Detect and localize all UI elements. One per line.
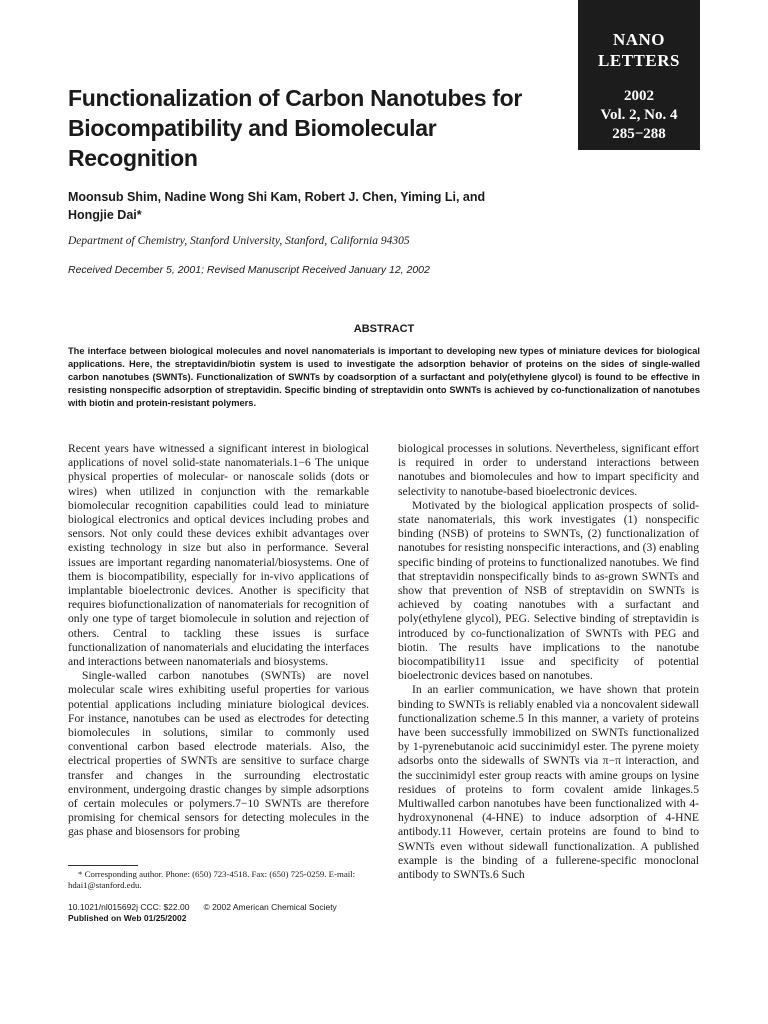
doi-line: 10.1021/nl015692j CCC: $22.00 <box>68 902 190 912</box>
body-paragraph: Motivated by the biological application prospects of solid-state nanomaterials, this work investigates (1) nonspecific binding (NSB) of proteins to SWNTs, (2) functionalization of nanotubes for resisting nonspecific interactions, and (3) enabling specific binding of proteins to functionalized nanotubes. We find that streptavidin nonspecifically binds to as-grown SWNTs and show that prevention of NSB of streptavidin on SWNTs is achieved by coating nanotubes with a surfactant and poly(ethylene glycol), PEG. Selective binding of streptavidin is introduced by co-functionalization of SWNTs with PEG and biotin. The results have implications to the nanotube biocompatibility11 issue and specificity of potential bioelectronic devices based on nanotubes. <box>398 498 699 683</box>
journal-pages: 285−288 <box>612 126 666 142</box>
body-column-right <box>398 442 699 882</box>
journal-year: 2002 <box>624 88 654 104</box>
body-paragraph: In an earlier communication, we have shown that protein binding to SWNTs is reliably enabled via a noncovalent sidewall functionalization scheme.5 In this manner, a variety of proteins have been successfully immobilized on SWNTs functionalized by 1-pyrenebutanoic acid succinimidyl ester. The pyrene moiety adsorbs onto the sidewalls of SWNTs via π−π interaction, and the succinimidyl ester group reacts with amine groups on lysine residues of proteins to form covalent amide linkages.5 Multiwalled carbon nanotubes have been functionalized with 4-hydroxynonenal (4-HNE) to induce adsorption of 4-HNE antibody.11 However, certain proteins are found to bind to SWNTs even without sidewall functionalization. A published example is the binding of a fullerene-specific monoclonal antibody to SWNTs.6 Such <box>398 683 699 882</box>
body-paragraph: Recent years have witnessed a significant interest in biological applications of novel solid-state nanomaterials.1−6 The unique physical properties of molecular- or nanoscale solids (dots or wires) when utilized in conjunction with the remarkable biomolecular recognition capabilities could lead to miniature biological electronics and optical devices including probes and sensors. Not only could these devices exhibit advantages over existing technology in size but also in performance. Several issues are important regarding nanomaterial/biosystems. One of them is biocompatibility, especially for in-vivo applications of implantable bioelectronic devices. Another is specificity that requires biofunctionalization of nanomaterials for recognition of only one type of target biomolecule in solution and rejection of others. Central to tackling these issues is surface functionalization of nanomaterials and elucidating the interfaces and interactions between nanomaterials and biosystems. <box>68 442 369 669</box>
corresponding-author-footnote: * Corresponding author. Phone: (650) 723-4518. Fax: (650) 725-0259. E-mail: hdai1@stanford.edu. <box>68 869 356 890</box>
body-paragraph: biological processes in solutions. Nevertheless, significant effort is required in order to understand interactions between nanotubes and biomolecules and how to impart specificity and selectivity to nanotube-based bioelectronic devices. <box>398 442 699 498</box>
body-paragraph: Single-walled carbon nanotubes (SWNTs) are novel molecular scale wires exhibiting useful properties for various potential applications including miniature biological devices. For instance, nanotubes can be used as electrodes for detecting biomolecules in solutions, similar to commonly used conventional carbon based electrode materials. Also, the electrical properties of SWNTs are sensitive to surface charge transfer and changes in the surrounding electrostatic environment, undergoing drastic changes by simple adsorptions of certain molecules or polymers.7−10 SWNTs are therefore promising for chemical sensors for detecting molecules in the gas phase and biosensors for probing <box>68 669 369 839</box>
publication-info <box>68 902 388 924</box>
copyright: © 2002 American Chemical Society <box>203 902 337 912</box>
article-authors: Moonsub Shim, Nadine Wong Shi Kam, Robert J. Chen, Yiming Li, and Hongjie Dai* <box>68 190 486 222</box>
article-received: Received December 5, 2001; Revised Manuscript Received January 12, 2002 <box>68 264 430 276</box>
footnote-divider <box>68 865 138 866</box>
journal-badge <box>578 0 700 150</box>
article-title: Functionalization of Carbon Nanotubes for Biocompatibility and Biomolecular Recognition <box>68 85 523 171</box>
journal-name: NANO LETTERS <box>598 30 680 70</box>
abstract-heading: ABSTRACT <box>353 323 415 335</box>
abstract-text: The interface between biological molecules and novel nanomaterials is important to developing new types of miniature devices for biological applications. Here, the streptavidin/biotin system is used to investigate the adsorption behavior of proteins on the sides of single-walled carbon nanotubes (SWNTs). Functionalization of SWNTs by coadsorption of a surfactant and poly(ethylene glycol) is found to be effective in resisting nonspecific adsorption of streptavidin. Specific binding of streptavidin onto SWNTs is achieved by co-functionalization of nanotubes with biotin and protein-resistant polymers. <box>68 346 700 408</box>
journal-volume: Vol. 2, No. 4 <box>600 107 678 123</box>
article-affiliation: Department of Chemistry, Stanford University, Stanford, California 94305 <box>68 235 410 247</box>
body-column-left <box>68 442 369 840</box>
published-date: Published on Web 01/25/2002 <box>68 913 187 923</box>
